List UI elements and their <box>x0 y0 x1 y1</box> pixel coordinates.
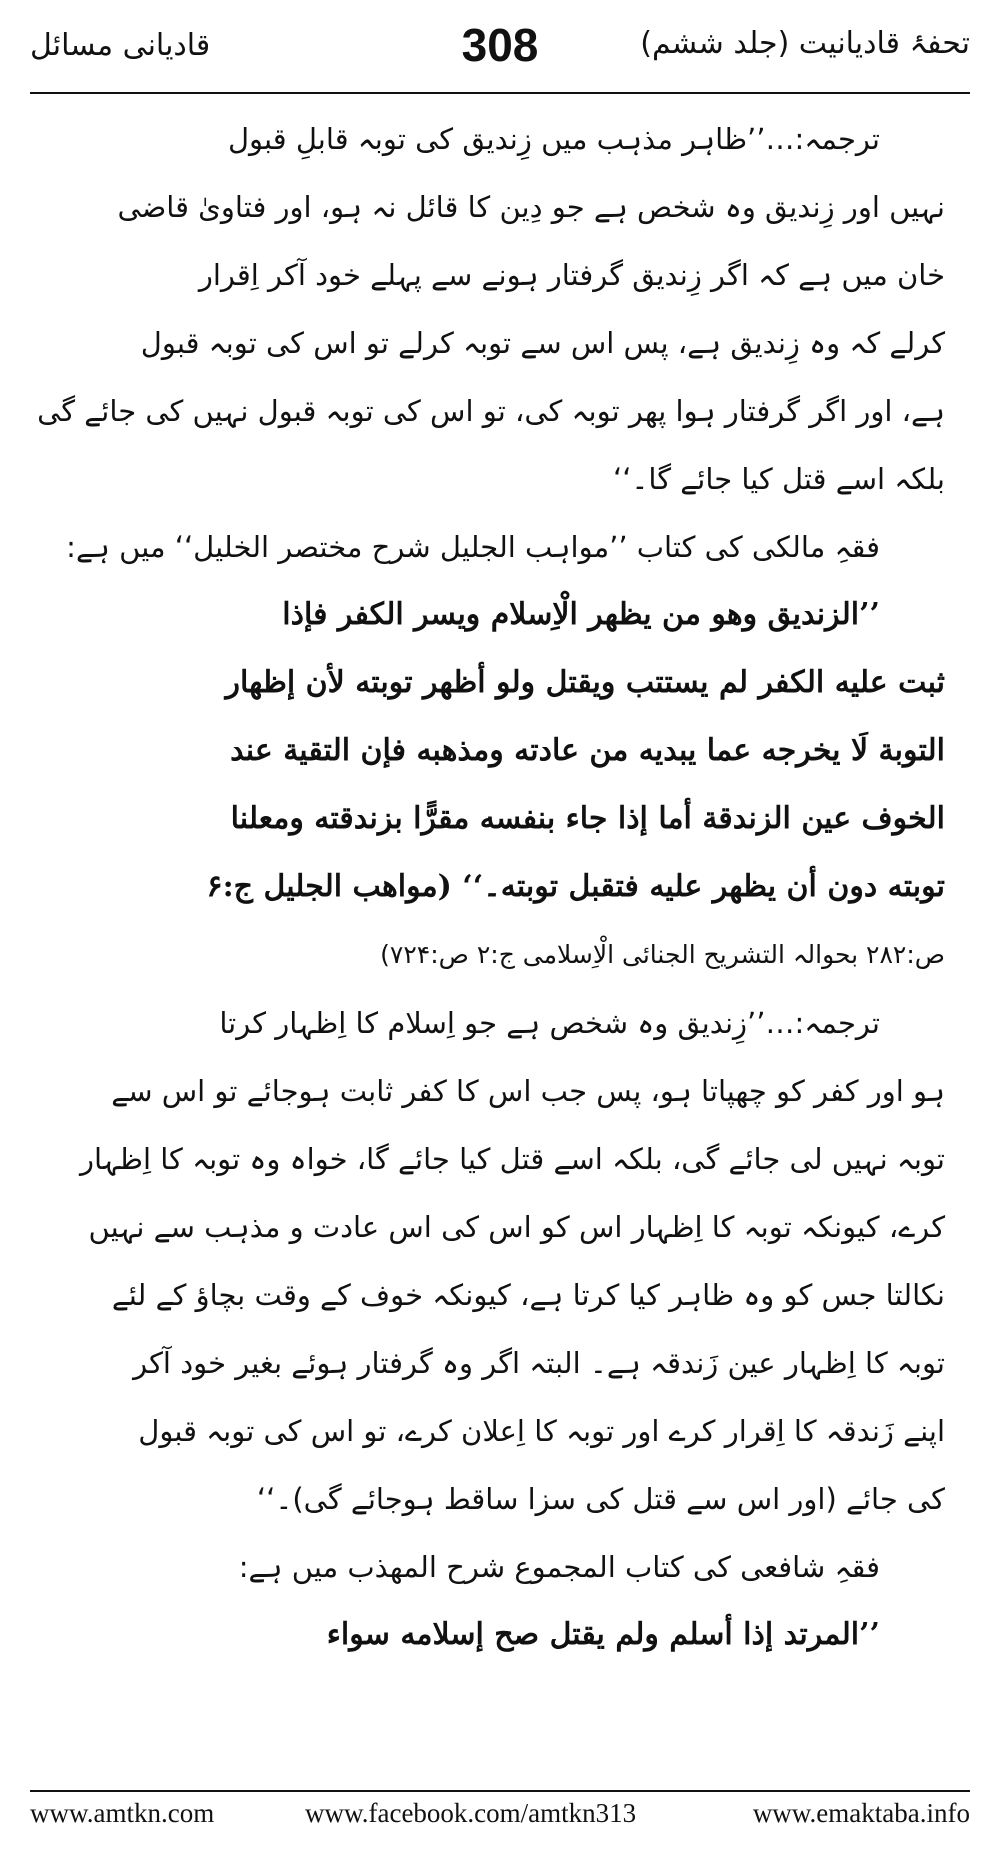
text-line: فقہِ مالکی کی کتاب ’’مواہب الجلیل شرح مختصر الخلیل‘‘ میں ہے: <box>66 530 880 564</box>
section-title: قادیانی مسائل <box>30 28 211 63</box>
text-line: ’’الزندیق وھو من یظھر الْاِسلام ویسر الکفر فإذا <box>282 597 880 632</box>
header-rule <box>30 92 970 94</box>
text-line: ہو اور کفر کو چھپاتا ہو، پس جب اس کا کفر ثابت ہوجائے تو اس سے <box>111 1074 945 1108</box>
text-line: بلکہ اسے قتل کیا جائے گا۔‘‘ <box>613 462 945 496</box>
text-line: کی جائے (اور اس سے قتل کی سزا ساقط ہوجائے گی)۔‘‘ <box>256 1482 945 1516</box>
footer-link-emaktaba[interactable]: www.emaktaba.info <box>752 1798 970 1828</box>
text-line: نہیں اور زِندیق وہ شخص ہے جو دِین کا قائل نہ ہو، اور فتاویٰ قاضی <box>117 190 945 224</box>
text-line: توبہ کا اِظہار عین زَندقہ ہے۔ البتہ اگر وہ گرفتار ہوئے بغیر خود آکر <box>133 1346 945 1380</box>
text-line: ہے، اور اگر گرفتار ہوا پھر توبہ کی، تو اس کی توبہ قبول نہیں کی جائے گی <box>37 394 945 428</box>
text-line: نکالتا جس کو وہ ظاہر کیا کرتا ہے، کیونکہ خوف کے وقت بچاؤ کے لئے <box>111 1278 945 1312</box>
footer-link-facebook[interactable]: www.facebook.com/amtkn313 <box>305 1798 637 1828</box>
page-number: 308 <box>461 19 539 71</box>
text-line: التوبة لَا یخرجه عما یبدیه من عادته ومذھبه فإن التقیة عند <box>230 733 945 768</box>
text-line: کرے، کیونکہ توبہ کا اِظہار اس کو اس کی اس عادت و مذہب سے نہیں <box>88 1210 945 1244</box>
text-line: ثبت علیه الکفر لم یستتب ویقتل ولو أظھر توبته لأن إظھار <box>225 665 945 700</box>
text-line: ص:۲۸۲ بحوالہ التشریح الجنائی الْاِسلامی ج:۲ ص:۷۲۴) <box>380 940 945 969</box>
page-footer <box>30 1798 970 1838</box>
footer-link-amtkn[interactable]: www.amtkn.com <box>30 1798 215 1828</box>
text-line: فقہِ شافعی کی کتاب المجموع شرح المھذب میں ہے: <box>238 1550 880 1584</box>
text-line: ترجمہ:…’’زِندیق وہ شخص ہے جو اِسلام کا اِظہار کرتا <box>219 1006 880 1040</box>
page-header <box>30 18 970 88</box>
text-line: ترجمہ:…’’ظاہر مذہب میں زِندیق کی توبہ قابلِ قبول <box>227 122 880 156</box>
text-line: اپنے زَندقہ کا اِقرار کرے اور توبہ کا اِعلان کرے، تو اس کی توبہ قبول <box>138 1414 945 1448</box>
footer-rule <box>30 1790 970 1792</box>
text-line: توبته دون أن یظھر علیه فتقبل توبته۔‘‘ (مواھب الجلیل ج:۶ <box>206 869 945 904</box>
page-body <box>37 105 945 1775</box>
text-line: الخوف عین الزندقة أما إذا جاء بنفسه مقرًّا بزندقته ومعلنا <box>230 801 945 836</box>
book-title: تحفۂ قادیانیت (جلد ششم) <box>640 26 970 61</box>
text-line: کرلے کہ وہ زِندیق ہے، پس اس سے توبہ کرلے تو اس کی توبہ قبول <box>140 326 945 360</box>
text-line: توبہ نہیں لی جائے گی، بلکہ اسے قتل کیا جائے گا، خواہ وہ توبہ کا اِظہار <box>80 1142 945 1176</box>
text-line: خان میں ہے کہ اگر زِندیق گرفتار ہونے سے پہلے خود آکر اِقرار <box>198 258 945 292</box>
text-line: ’’المرتد إذا أسلم ولم یقتل صح إسلامه سواء <box>326 1617 880 1652</box>
